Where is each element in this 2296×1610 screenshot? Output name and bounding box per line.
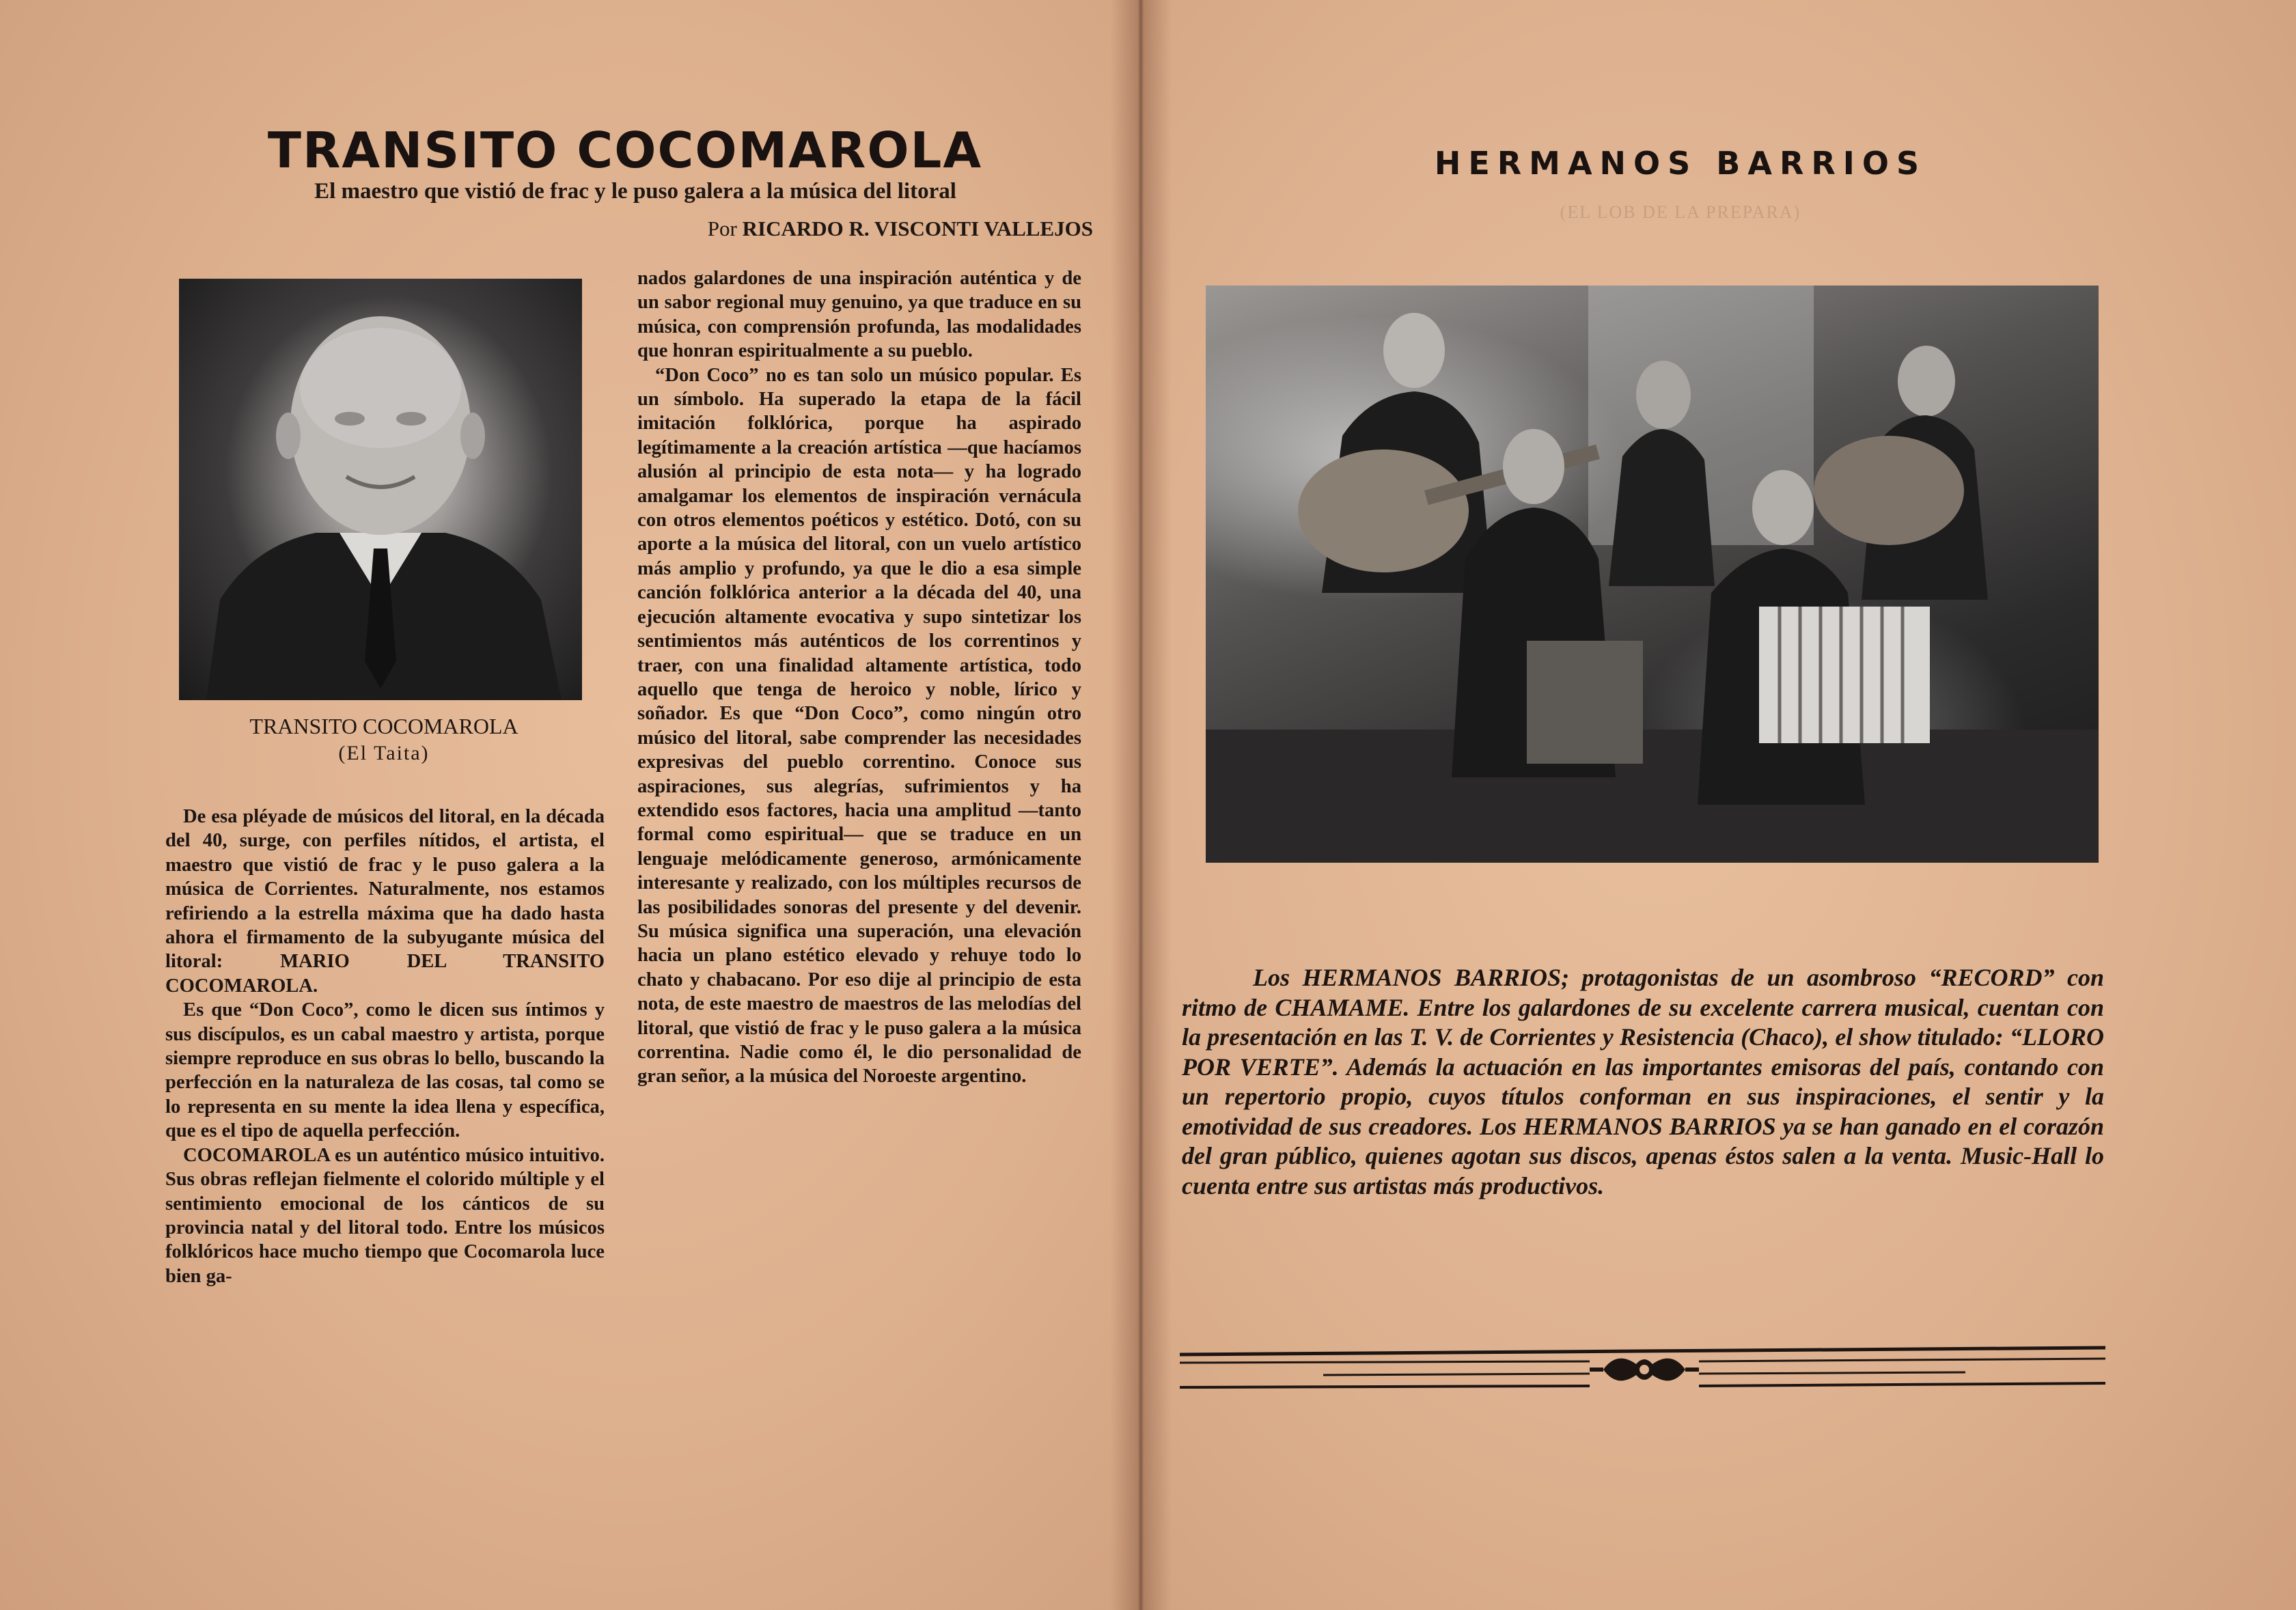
portrait-figure (179, 279, 582, 700)
paragraph: Es que “Don Coco”, como le dicen sus íntimos y sus discípulos, es un cabal maestro y artista, porque siempre reproduce en sus obras lo bello, buscando la perfección en la naturaleza de las cosas, tal como se lo representa en su mente la idea llena y específica, que es el tipo de aquella perfección. (165, 999, 605, 1142)
photo-caption-name: TRANSITO COCOMAROLA (249, 714, 518, 738)
paragraph: “Don Coco” no es tan solo un músico popular. Es un símbolo. Ha superado la etapa de la fácil imitación folklórica, porque ha aspirado legítimamente a la creación artística —que hacíamos alusión al principio de esta nota— y ha logrado amalgamar los elementos de inspiración vernácula con otros elementos poéticos y estético. Dotó, con su aporte a la música del litoral, con un vuelo artístico más amplio y profundo, ya que le dio a esa simple canción folklórica anterior a la década del 40, una ejecución altamente evocativa y supo sintetizar los sentimientos más auténticos de los correntinos y traer, con una finalidad altamente artística, todo aquello que tenga de heroico y noble, lírico y soñador. Es que “Don Coco”, como ningún otro músico del litoral, sabe comprender las necesidades expresivas del pueblo correntino. Conoce sus aspiraciones, sus alegrías, sufrimientos y ha extendido esos factores, hacia una amplitud —tanto formal como espiritual— que se traduce en un lenguaje melódicamente generoso, armónicamente interesante y realizado, con los múltiples recursos de las posibilidades sonoras del presente y del devenir. Su música significa una superación, una elevación hacia un plano estético elevado y rehuye todo lo chato y chabacano. Por eso dije al principio de esta nota, de este maestro de maestros de las melodías del litoral, que vistió de frac y le puso galera a la música correntina. Nadie como él, le dio personalidad de gran señor, a la música del Noroeste argentino. (637, 364, 1081, 1087)
book-gutter (1110, 0, 1172, 1610)
group-figure (1206, 286, 2099, 863)
photo-caption-nickname: (El Taita) (338, 742, 430, 764)
photo-caption (179, 712, 589, 767)
byline (601, 217, 1093, 241)
paragraph: COCOMAROLA es un auténtico músico intuitivo. Sus obras reflejan fielmente el colorido múltiple y el sentimiento emocional de los cánticos de su provincia natal y del litoral todo. Entre los músicos folklóricos hace mucho tiempo que Cocomarola luce bien ga- (165, 1144, 605, 1287)
ornamental-divider (1180, 1335, 2105, 1397)
portrait-photo (179, 279, 582, 700)
byline-author: RICARDO R. VISCONTI VALLEJOS (742, 217, 1093, 240)
paragraph: nados galardones de una inspiración auténtica y de un sabor regional muy genuino, ya que traduce en su música, con comprensión profunda, las modalidades que honran espiritualmente a su pueblo. (637, 268, 1081, 362)
article-title: TRANSITO COCOMAROLA (267, 122, 983, 179)
article-column-1 (165, 805, 605, 1288)
feature-body: Los HERMANOS BARRIOS; protagonistas de un asombroso “RECORD” con ritmo de CHAMAME. Entre los galardones de su excelente carrera musical, cuentan con la presentación en las T. V. de Corrientes y Resistencia (Chaco), el show titulado: “LLORO POR VERTE”. Además la actuación en las importantes emisoras del país, contando con un repertorio propio, cuyos títulos conforman en sus inspiraciones, el sentir y la emotividad de sus creadores. Los HERMANOS BARRIOS ya se han ganado en el corazón del gran público, quienes agotan sus discos, apenas éstos salen a la venta. Music-Hall lo cuenta entre sus artistas más productivos. (1182, 964, 2104, 1199)
byline-prefix: Por (707, 217, 737, 240)
paragraph: De esa pléyade de músicos del litoral, en la década del 40, surge, con perfiles nítidos, el artista, el maestro que vistió de frac y le puso galera a la música de Corrientes. Naturalmente, nos estamos refiriendo a la estrella máxima que ha dado hasta ahora el firmamento de la subyugante música del litoral: MARIO DEL TRANSITO COCOMAROLA. (165, 806, 605, 997)
article-subtitle: El maestro que vistió de frac y le puso galera a la música del litoral (314, 179, 956, 204)
bleed-through-text: (EL LOB DE LA PREPARA) (1560, 202, 1801, 222)
group-photo (1206, 286, 2099, 863)
article-column-2 (637, 266, 1081, 1089)
feature-title: HERMANOS BARRIOS (1434, 145, 1927, 182)
right-page (1137, 0, 2296, 1610)
left-page (0, 0, 1137, 1610)
